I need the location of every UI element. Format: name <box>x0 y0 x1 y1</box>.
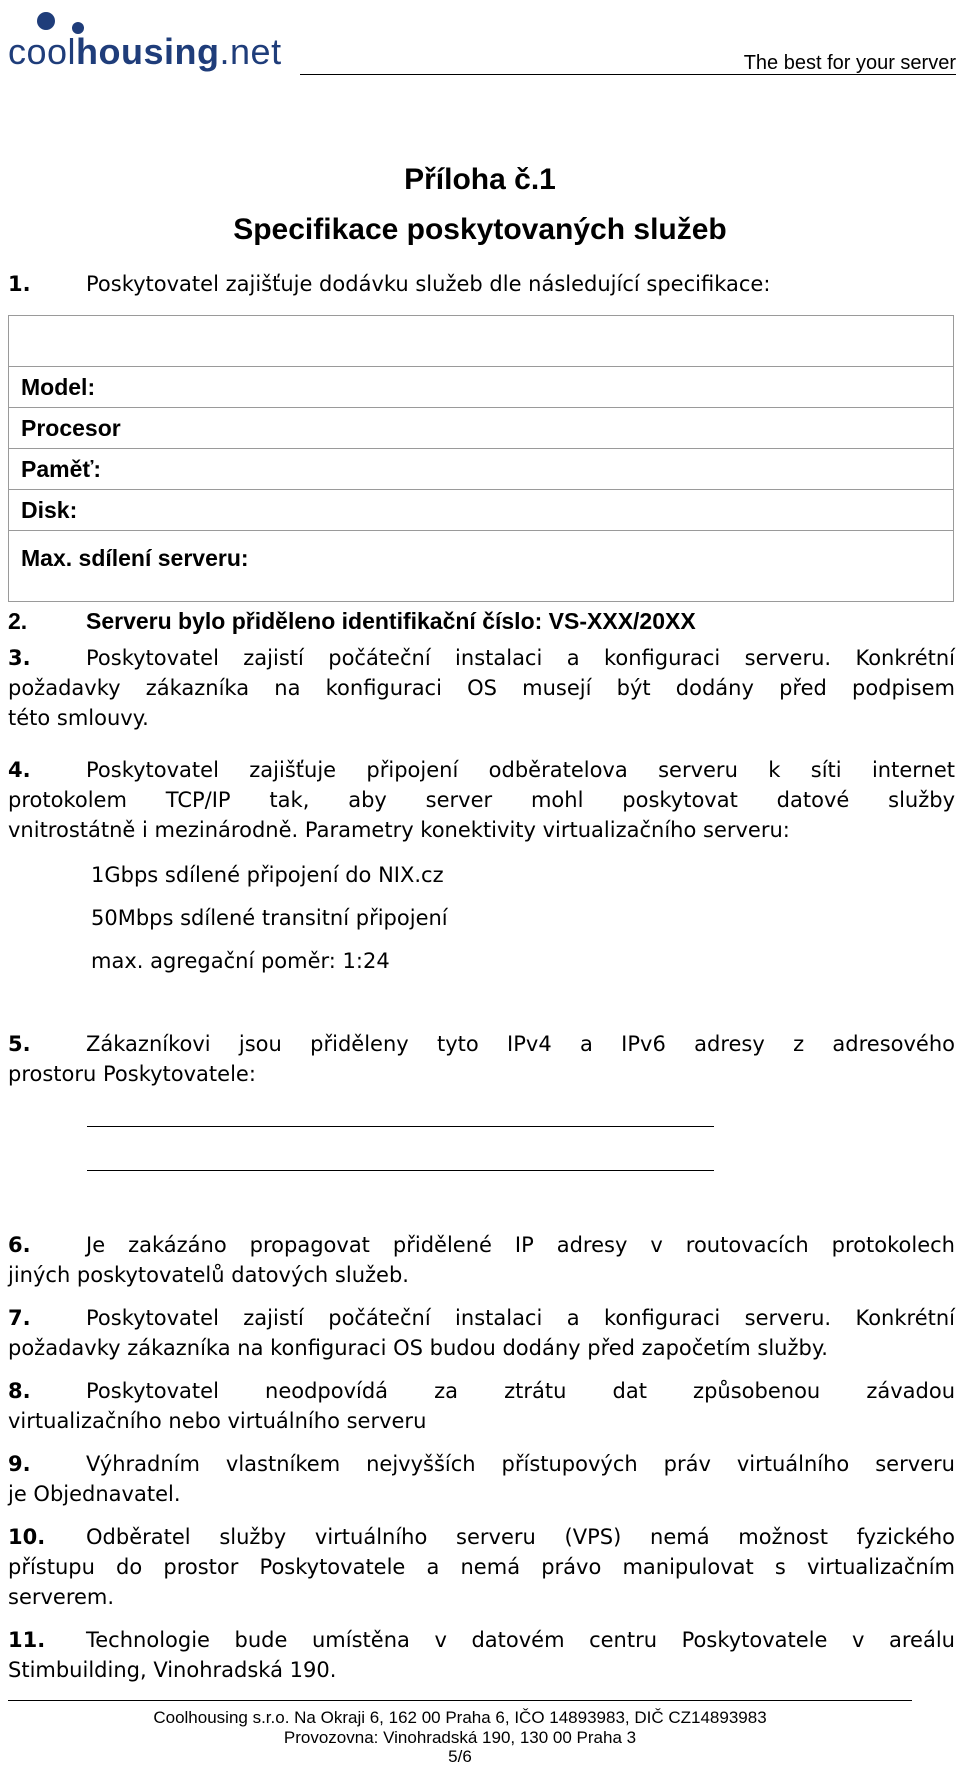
item-7-line-2: požadavky zákazníka na konfiguraci OS budou dodány před započetím služby. <box>8 1336 828 1360</box>
item-10-line-3: serverem. <box>8 1585 115 1609</box>
item-text: Je zakázáno propagovat přidělené IP adresy v routovacích protokolech <box>86 1233 955 1257</box>
table-row <box>9 531 954 602</box>
item-text: Serveru bylo přiděleno identifikační číslo: VS-XXX/20XX <box>86 608 696 634</box>
item-2 <box>8 608 696 635</box>
annex-title: Příloha č.1 <box>404 163 556 196</box>
item-number: 9. <box>8 1452 31 1476</box>
spec-title: Specifikace poskytovaných služeb <box>233 213 727 246</box>
table-row <box>9 367 954 408</box>
table-cell: Model: <box>9 367 954 408</box>
item-5-line-1 <box>8 1029 955 1059</box>
item-3-line-2: požadavky zákazníka na konfiguraci OS musejí být dodány před podpisem <box>8 676 955 700</box>
item-9-line-1 <box>8 1449 955 1479</box>
item-3-line-3: této smlouvy. <box>8 706 149 730</box>
connectivity-param: max. agregační poměr: 1:24 <box>91 949 390 973</box>
table-row <box>9 449 954 490</box>
logo-text-housing: housing <box>76 31 220 72</box>
item-10-line-2: přístupu do prostor Poskytovatele a nemá právo manipulovat s virtualizačním <box>8 1555 955 1579</box>
item-4-line-1 <box>8 755 955 785</box>
logo-text-cool: cool <box>8 31 77 72</box>
item-number: 5. <box>8 1032 31 1056</box>
item-text: Poskytovatel zajistí počáteční instalaci a konfiguraci serveru. Konkrétní <box>86 646 955 670</box>
item-7-line-1 <box>8 1303 955 1333</box>
table-cell: Paměť: <box>9 449 954 490</box>
table-row <box>9 316 954 367</box>
item-text: Poskytovatel zajistí počáteční instalaci a konfiguraci serveru. Konkrétní <box>86 1306 955 1330</box>
item-4-line-2: protokolem TCP/IP tak, aby server mohl poskytovat datové služby <box>8 788 955 812</box>
footer-divider <box>8 1700 912 1701</box>
item-11-line-1 <box>8 1625 955 1655</box>
connectivity-param: 50Mbps sdílené transitní připojení <box>91 906 448 930</box>
table-cell: Disk: <box>9 490 954 531</box>
item-9-line-2: je Objednavatel. <box>8 1482 181 1506</box>
item-4-line-3: vnitrostátně i mezinárodně. Parametry konektivity virtualizačního serveru: <box>8 818 790 842</box>
item-text: Zákazníkovi jsou přiděleny tyto IPv4 a IPv6 adresy z adresového <box>86 1032 955 1056</box>
item-text: Odběratel služby virtuálního serveru (VPS) nemá možnost fyzického <box>86 1525 955 1549</box>
item-number: 1. <box>8 272 31 296</box>
item-number: 2. <box>8 608 28 634</box>
header-divider <box>300 74 956 75</box>
item-number: 10. <box>8 1525 46 1549</box>
item-6-line-1 <box>8 1230 955 1260</box>
page-number: 5/6 <box>448 1747 472 1766</box>
tagline: The best for your server <box>743 52 956 74</box>
company-logo <box>8 30 282 74</box>
footer-company: Coolhousing s.r.o. Na Okraji 6, 162 00 Praha 6, IČO 14893983, DIČ CZ14893983 <box>153 1708 767 1727</box>
item-number: 7. <box>8 1306 31 1330</box>
item-text: Poskytovatel zajišťuje dodávku služeb dle následující specifikace: <box>86 272 771 296</box>
item-5-line-2: prostoru Poskytovatele: <box>8 1062 256 1086</box>
item-1 <box>8 269 770 299</box>
table-row <box>9 408 954 449</box>
item-text: Výhradním vlastníkem nejvyšších přístupových práv virtuálního serveru <box>86 1452 955 1476</box>
footer-address: Provozovna: Vinohradská 190, 130 00 Praha 3 <box>283 1728 637 1747</box>
spec-table <box>8 315 954 602</box>
item-10-line-1 <box>8 1522 955 1552</box>
item-number: 6. <box>8 1233 31 1257</box>
table-row <box>9 490 954 531</box>
item-6-line-2: jiných poskytovatelů datových služeb. <box>8 1263 409 1287</box>
connectivity-param: 1Gbps sdílené připojení do NIX.cz <box>91 863 444 887</box>
logo-text-net: .net <box>219 31 282 72</box>
item-number: 11. <box>8 1628 46 1652</box>
item-number: 4. <box>8 758 31 782</box>
item-text: Poskytovatel neodpovídá za ztrátu dat způsobenou závadou <box>86 1379 955 1403</box>
table-cell: Procesor <box>9 408 954 449</box>
item-text: Poskytovatel zajišťuje připojení odběratelova serveru k síti internet <box>86 758 955 782</box>
ip-address-blank-2 <box>87 1170 714 1171</box>
table-cell: Max. sdílení serveru: <box>9 531 954 602</box>
item-number: 8. <box>8 1379 31 1403</box>
item-text: Technologie bude umístěna v datovém centru Poskytovatele v areálu <box>86 1628 955 1652</box>
item-8-line-1 <box>8 1376 955 1406</box>
item-3-line-1 <box>8 643 955 673</box>
ip-address-blank-1 <box>87 1126 714 1127</box>
item-number: 3. <box>8 646 31 670</box>
item-8-line-2: virtualizačního nebo virtuálního serveru <box>8 1409 427 1433</box>
table-cell <box>9 316 954 367</box>
item-11-line-2: Stimbuilding, Vinohradská 190. <box>8 1658 337 1682</box>
